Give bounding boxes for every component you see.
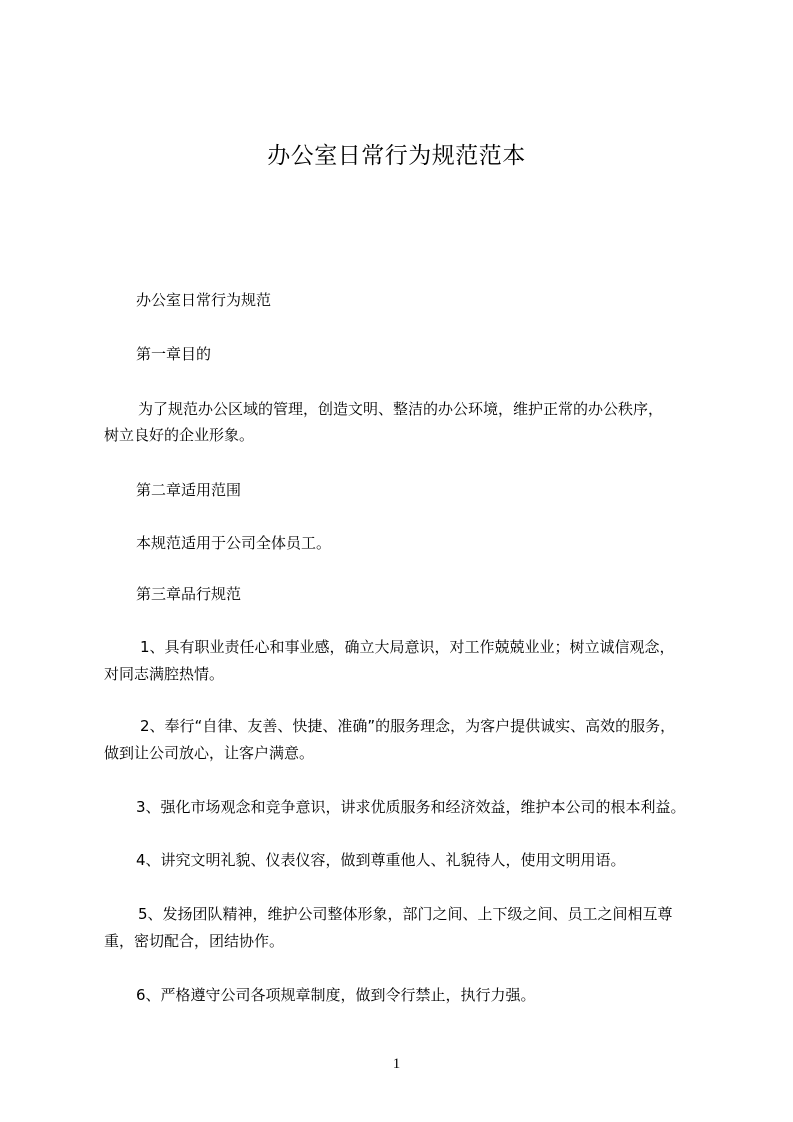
list-item xyxy=(104,793,724,821)
paragraph-line: 第三章品行规范 xyxy=(136,585,242,603)
document-title: 办公室日常行为规范范本 xyxy=(267,143,526,169)
paragraph-line: 对同志满腔热情。 xyxy=(104,665,225,683)
paragraph-line: 6、严格遵守公司各项规章制度，做到令行禁止，执行力强。 xyxy=(136,986,536,1004)
paragraph-line: 办公室日常行为规范 xyxy=(136,291,272,309)
chapter-heading xyxy=(104,580,724,608)
paragraph-line: 本规范适用于公司全体员工。 xyxy=(136,534,332,552)
list-item xyxy=(104,900,724,955)
paragraph-line: 做到让公司放心，让客户满意。 xyxy=(104,744,315,762)
list-item xyxy=(104,846,724,874)
paragraph-line: 1、具有职业责任心和事业感，确立大局意识，对工作兢兢业业；树立诚信观念， xyxy=(140,638,675,656)
list-item xyxy=(104,712,724,767)
paragraph-line: 第二章适用范围 xyxy=(136,481,242,499)
paragraph-line: 3、强化市场观念和竞争意识，讲求优质服务和经济效益，维护本公司的根本利益。 xyxy=(136,798,686,816)
paragraph-line: 4、讲究文明礼貌、仪表仪容，做到尊重他人、礼貌待人，使用文明用语。 xyxy=(136,851,626,869)
paragraph-line: 第一章目的 xyxy=(136,345,212,363)
chapter-heading xyxy=(104,340,724,368)
paragraph-line: 2、奉行“自律、友善、快捷、准确”的服务理念，为客户提供诚实、高效的服务， xyxy=(140,717,676,735)
body-paragraph xyxy=(104,529,724,557)
section-heading-main xyxy=(104,286,724,314)
paragraph-line: 为了规范办公区域的管理，创造文明、整洁的办公环境，维护正常的办公秩序， xyxy=(138,400,664,418)
list-item xyxy=(104,633,724,688)
page-number: 1 xyxy=(392,1056,401,1072)
list-item xyxy=(104,981,724,1009)
paragraph-line: 5、发扬团队精神，维护公司整体形象，部门之间、上下级之间、员工之间相互尊 xyxy=(138,905,673,923)
paragraph-line: 树立良好的企业形象。 xyxy=(104,426,255,444)
paragraph-line: 重，密切配合，团结协作。 xyxy=(104,932,285,950)
body-paragraph xyxy=(104,395,724,449)
chapter-heading xyxy=(104,476,724,504)
